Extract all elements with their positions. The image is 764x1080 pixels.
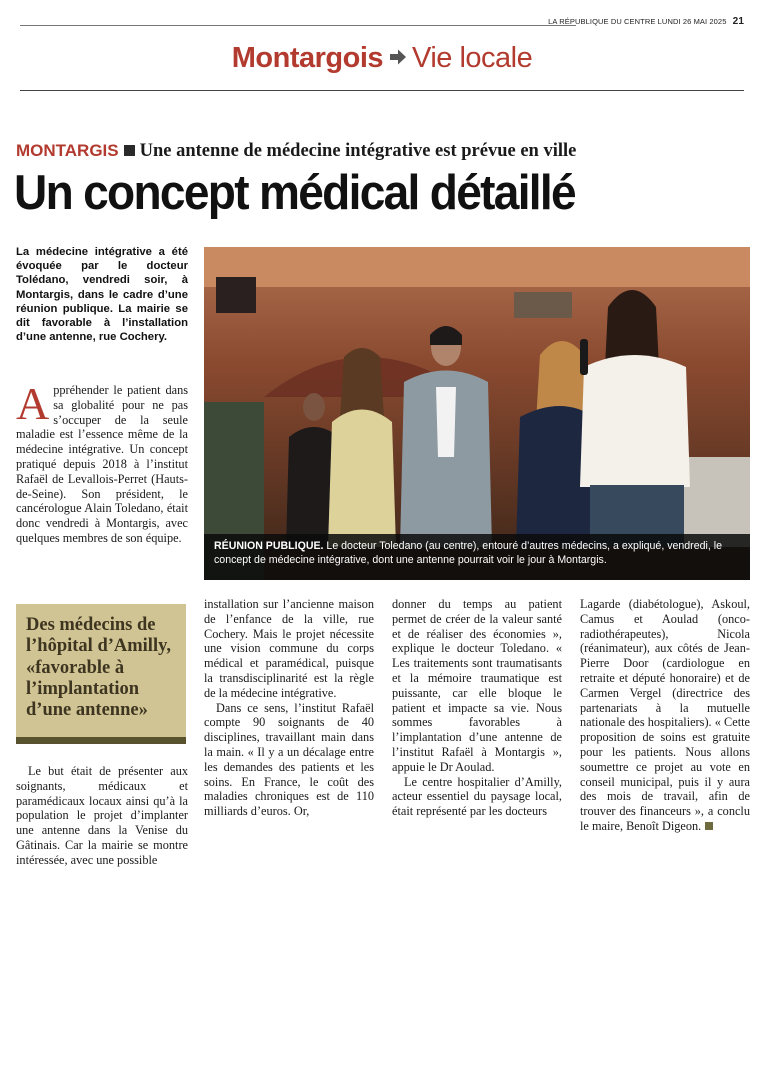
caption-text: Le docteur Toledano (au centre), entouré d’autres médecins, a expliqué, vendredi, le concept de médecine intégrative, dont une antenne pourrait voir le jour à Montargis. (214, 540, 722, 566)
article-column-1 (16, 378, 188, 546)
drop-cap: A (16, 378, 50, 429)
pull-quote-box (16, 604, 186, 744)
article-lead: La médecine intégrative a été évoquée par le docteur Tolédano, vendredi soir, à Montargis, dans le cadre d’une réunion publique. La mairie se dit favorable à l’installation d’une antenne, rue Cochery. (16, 246, 188, 344)
paragraph-text: ppréhender le patient dans sa globalité pour ne pas s’occuper de la seule maladie est l’essence même de la médecine intégrative. Un concept pratiqué depuis 2018 à l’institut Rafaël de Levallois-Perret (Hauts-de-Seine). Son président, le cancérologue Alain Toledano, était donc vendredi à Montargis, avec quelques membres de son équipe. (16, 383, 188, 545)
photo-illustration (204, 247, 750, 580)
paragraph: Le but était de présenter aux soignants, médicaux et paramédicaux locaux ainsi qu’à la population le projet d’implanter une antenne dans la Venise du Gâtinais. Car la mairie se montre intéressée, avec une possible (16, 764, 188, 867)
article-column-4 (580, 597, 750, 834)
paragraph-text: Lagarde (diabétologue), Askoul, Camus et Aoulad (onco-radiothérapeutes), Nicola (réanimateur), aux côtés de Jean-Pierre Door (cardiologue en retraite et député honoraire) et de Carmen Vergel (directrice des partenariats à la mutuelle nationale des hospitaliers). « Cette proposition de soins est gratuite pour les patients. Nous allons soumettre ce projet au vote en conseil municipal, puis il y aura des mois de travail, afin de trouver des financeurs », a conclu le maire, Benoît Digeon. (580, 597, 750, 833)
right-arrow-icon (389, 48, 407, 66)
issue-date: LUNDI 26 MAI 2025 (657, 17, 727, 26)
section-rule (20, 90, 744, 91)
article-kicker (16, 141, 576, 162)
page-number: 21 (732, 16, 744, 27)
article-photo (204, 247, 750, 580)
paragraph (580, 597, 750, 834)
kicker-place: MONTARGIS (16, 141, 119, 160)
section-header (0, 42, 764, 75)
article-headline: Un concept médical détaillé (14, 166, 575, 220)
masthead-bar (20, 14, 744, 28)
paragraph (16, 378, 188, 546)
caption-label: RÉUNION PUBLIQUE. (214, 540, 324, 552)
end-of-article-icon (705, 822, 713, 830)
newspaper-name: LA RÉPUBLIQUE DU CENTRE (548, 17, 656, 26)
kicker-deck: Une antenne de médecine intégrative est prévue en ville (139, 141, 577, 161)
paragraph: donner du temps au patient permet de créer de la valeur santé et de réaliser des économies », explique le docteur Toledano. « Les traitements sont traumatisants et la mémoire traumatique est puissante, car elle bloque le patient et impacte sa vie. Nous sommes favorables à l’implantation d’une antenne de l’institut Rafaël à Montargis », appuie le Dr Aoulad. (392, 597, 562, 774)
article-column-2 (204, 597, 374, 819)
pull-quote-text: Des médecins de l’hôpital d’Amilly, «favorable à l’implantation d’une antenne» (26, 615, 171, 721)
masthead-rule (20, 25, 576, 26)
article-column-1-continued (16, 764, 188, 868)
section-rubric: Vie locale (412, 42, 533, 74)
pull-quote-bar (16, 737, 186, 744)
masthead-info (548, 16, 744, 27)
article-column-3 (392, 597, 562, 819)
kicker-square-icon (124, 145, 135, 156)
paragraph: Le centre hospitalier d’Amilly, acteur essentiel du paysage local, était représenté par les docteurs (392, 774, 562, 819)
photo-caption (204, 534, 750, 580)
paragraph: Dans ce sens, l’institut Rafaël compte 90 soignants de 40 disciplines, travaillant main dans la main. « Il y a un décalage entre les demandes des patients et les soins. En France, le coût des maladies chroniques est de 110 milliards d’euros. Or, (204, 700, 374, 819)
paragraph: installation sur l’ancienne maison de l’enfance de la ville, rue Cochery. Mais le projet nécessite une vision commune du corps médical et paramédical, puisque la transdisciplinarité est la règle de la médecine intégrative. (204, 597, 374, 700)
section-town: Montargois (231, 42, 384, 74)
